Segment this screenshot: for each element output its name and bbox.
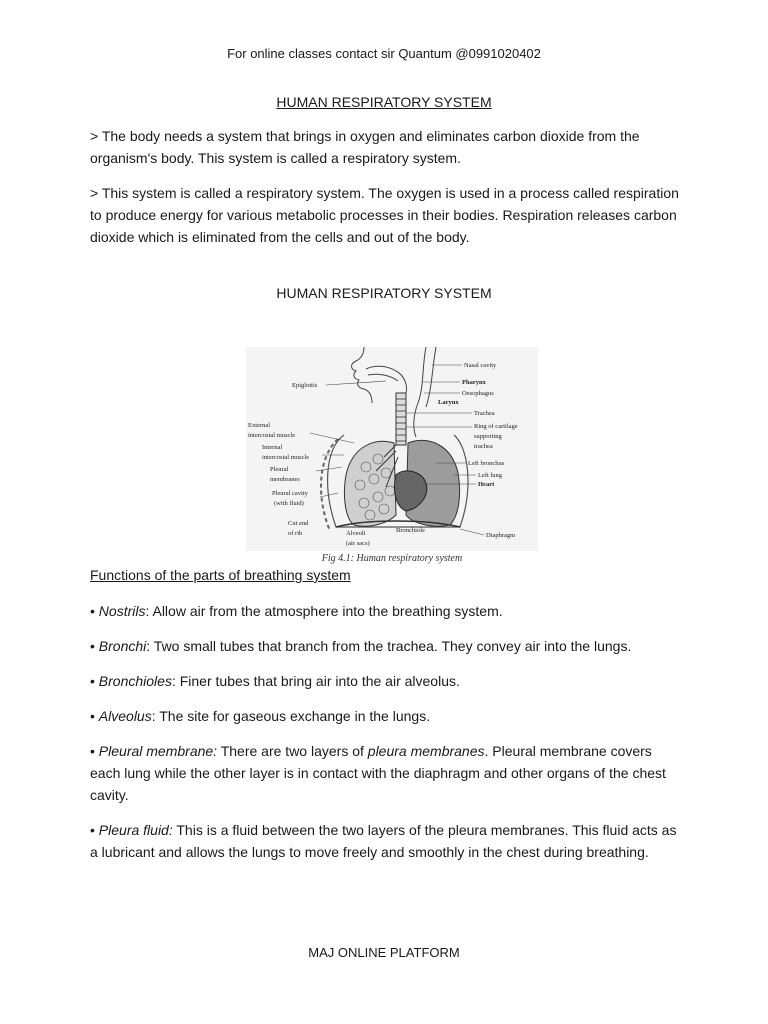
label-oesophagus: Oesophagus [462,390,494,397]
list-item-pleura-fluid [90,819,685,863]
list-item-alveolus [90,705,685,727]
functions-list [90,600,685,876]
bullet: • [90,822,99,838]
label-pharynx: Pharynx [462,379,486,386]
label-ring-2: supporting [474,433,502,440]
description: : Two small tubes that branch from the trachea. They convey air into the lungs. [146,638,632,654]
label-trachea: Trachea [474,410,495,417]
list-item-bronchi [90,635,685,657]
bullet: • [90,638,99,654]
label-external-1: External [248,422,271,429]
bullet: • [90,708,99,724]
label-cut-end-1: Cut end [288,520,309,527]
page-title: HUMAN RESPIRATORY SYSTEM [276,94,492,110]
label-bronchiole: Bronchiole [396,527,425,534]
label-pleural-cavity-1: Pleural cavity [272,490,308,497]
label-ring-3: trachea [474,443,493,450]
description: : The site for gaseous exchange in the lungs. [151,708,431,724]
description: This is a fluid between the two layers of the pleura membranes. This fluid acts as a lubricant and allows the lungs to move freely and smoothly in the chest during breathing. [90,822,677,860]
label-nasal-cavity: Nasal cavity [464,362,497,369]
label-alveoli-1: Alveoli [346,530,366,537]
bullet: • [90,673,99,689]
respiratory-diagram [246,347,538,551]
description: : Finer tubes that bring air into the air alveolus. [171,673,460,689]
label-internal-1: Internal [262,444,283,451]
label-pleural-cavity-2: (with fluid) [274,500,304,507]
bullet: • [90,743,99,759]
label-cut-end-2: of rib [288,530,303,537]
label-pleural-membranes-2: membranes [270,476,300,483]
term: Pleural membrane: [98,743,218,759]
respiratory-diagram-svg [246,347,538,551]
label-internal-2: intercostal muscle [262,454,310,461]
term: Bronchi [98,638,147,654]
intro-term: respiratory system. [342,150,461,166]
label-left-lung: Left lung [478,472,503,479]
term: Alveolus [98,708,152,724]
label-pleural-membranes-1: Pleural [270,466,289,473]
label-ring-1: Ring of cartilage [474,423,518,430]
header-contact: For online classes contact sir Quantum @0991020402 [227,46,541,61]
label-larynx: Larynx [438,399,459,406]
bullet: • [90,603,99,619]
label-external-2: intercostal muscle [248,432,296,439]
list-item-nostrils [90,600,685,622]
label-left-bronchus: Left bronchus [468,460,505,467]
respiration-text: The oxygen is used in a process called respiration to produce energy for various metabolic processes in their bodies. Respiration releases carbon dioxide which is eliminated from the cells and out of the body. [90,185,679,245]
label-alveoli-2: (air sacs) [346,540,370,547]
term: Nostrils [98,603,146,619]
term-secondary: pleura membranes [367,743,485,759]
footer: MAJ ONLINE PLATFORM [308,945,460,960]
figure-caption: Fig 4.1: Human respiratory system [321,553,463,564]
list-item-pleural-membrane [90,740,685,806]
list-item-bronchioles [90,670,685,692]
respiration-prefix: > This system is called a [90,185,247,201]
intro-paragraph [90,125,680,169]
label-heart: Heart [478,481,495,488]
intro-text: > The body needs a system that brings in oxygen and eliminates carbon dioxide from the organism's body. This system is called a [90,128,640,166]
respiration-paragraph [90,182,680,248]
label-epiglottis: Epiglottis [292,382,318,389]
description-continued: . Pleural membrane covers each lung while the other layer is in contact with the diaphragm and other organs of the chest cavity. [90,743,666,803]
description: There are two layers of [217,743,368,759]
figure-heading: HUMAN RESPIRATORY SYSTEM [276,285,492,301]
functions-title: Functions of the parts of breathing system [90,567,351,583]
respiration-term: respiratory system. [246,185,365,201]
label-diaphragm: Diaphragm [486,532,516,539]
term: Pleura fluid: [98,822,173,838]
term: Bronchioles [98,673,172,689]
description: : Allow air from the atmosphere into the breathing system. [145,603,503,619]
